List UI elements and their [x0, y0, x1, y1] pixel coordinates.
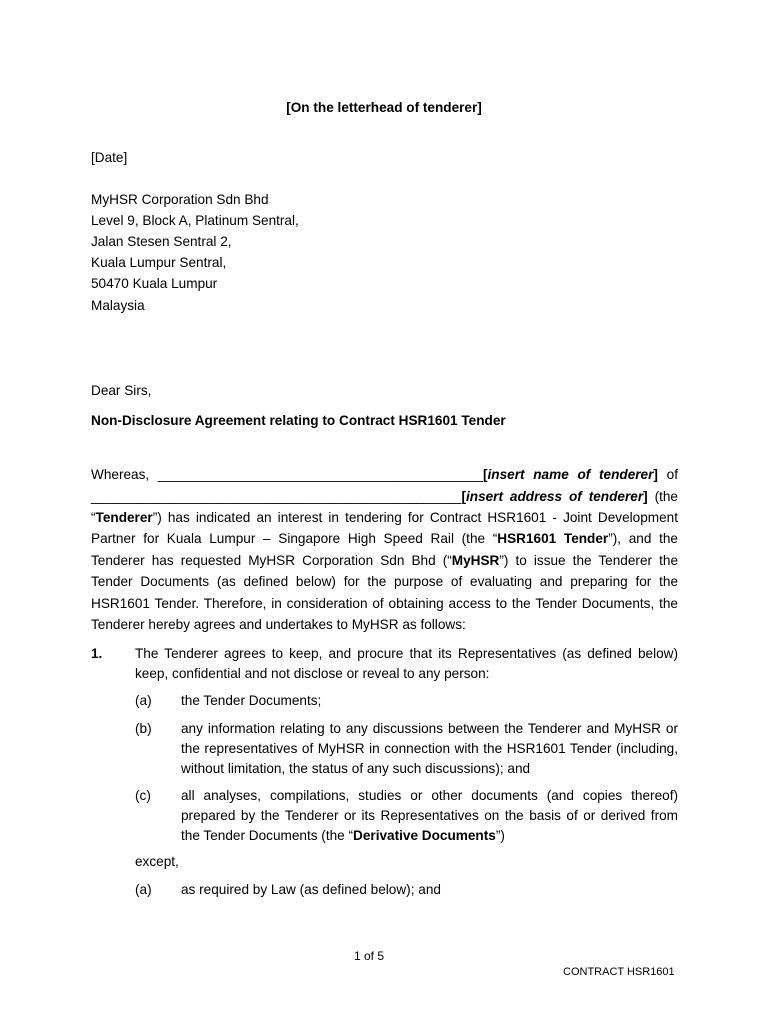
paragraph-line	[91, 507, 678, 528]
subject-line: Non-Disclosure Agreement relating to Contract HSR1601 Tender	[91, 413, 506, 428]
text-span: HSR1601 Tender	[497, 531, 609, 546]
address-line: MyHSR Corporation Sdn Bhd	[91, 192, 269, 207]
paragraph-line	[91, 464, 678, 485]
text-span: Derivative Documents	[353, 828, 496, 843]
item-label: (a)	[135, 693, 152, 708]
text-span: ”), and the	[608, 531, 678, 546]
item-text: as required by Law (as defined below); and	[181, 882, 441, 897]
text-span: of	[657, 467, 678, 482]
text-span: ”) has indicated an interest in tendering for Contract HSR1601 - Joint Development	[152, 510, 678, 525]
text-span: MyHSR	[451, 553, 500, 568]
paragraph-line: Tender Documents (as defined below) for the purpose of evaluating and preparing for the	[91, 574, 678, 589]
address-line: Level 9, Block A, Platinum Sentral,	[91, 213, 299, 228]
paragraph-line: keep, confidential and not disclose or reveal to any person:	[135, 666, 490, 681]
date-placeholder: [Date]	[91, 150, 128, 165]
contract-reference: CONTRACT HSR1601	[563, 966, 675, 978]
item-label: (a)	[135, 882, 152, 897]
text-span: ”) to issue the Tenderer the	[499, 553, 678, 568]
text-span: (the	[647, 489, 678, 504]
paragraph-line: The Tenderer agrees to keep, and procure that its Representatives (as defined below)	[135, 646, 678, 661]
text-span: ]	[643, 489, 648, 504]
text-span: the Tender Documents (the “	[181, 828, 354, 843]
item-label: (b)	[135, 721, 152, 736]
text-span: Partner for Kuala Lumpur – Singapore High Speed Rail (the “	[91, 531, 498, 546]
letterhead-note: [On the letterhead of tenderer]	[286, 100, 482, 115]
text-span: “	[91, 510, 96, 525]
item-text: the representatives of MyHSR in connection with the HSR1601 Tender (including,	[181, 741, 678, 756]
paragraph-line	[91, 528, 678, 549]
text-span: insert name of tenderer	[487, 467, 654, 482]
paragraph-line	[91, 486, 678, 507]
item-text	[181, 825, 505, 846]
text-span: [	[461, 489, 466, 504]
text-span: _________________________________________________	[91, 489, 462, 504]
except-text: except,	[135, 854, 179, 869]
item-text: without limitation, the status of any such discussions); and	[181, 761, 531, 776]
text-span: ”)	[495, 828, 505, 843]
item-label: (c)	[135, 788, 151, 803]
page-number: 1 of 5	[353, 949, 385, 963]
text-span: [	[482, 467, 488, 482]
address-line: Jalan Stesen Sentral 2,	[91, 234, 232, 249]
address-line: Malaysia	[91, 298, 145, 313]
paragraph-line: HSR1601 Tender. Therefore, in consideration of obtaining access to the Tender Documents, the	[91, 596, 678, 611]
paragraph-line	[91, 550, 678, 571]
item-text: any information relating to any discussions between the Tenderer and MyHSR or	[181, 721, 678, 736]
item-text: prepared by the Tenderer or its Representatives on the basis of or derived from	[181, 808, 678, 823]
item-text: the Tender Documents;	[181, 693, 322, 708]
text-span: Tenderer	[95, 510, 153, 525]
clause-number: 1.	[91, 646, 103, 661]
address-line: 50470 Kuala Lumpur	[91, 276, 218, 291]
text-span: Tenderer has requested MyHSR Corporation Sdn Bhd (“	[91, 553, 452, 568]
text-span: Whereas, ___________________________________________	[91, 467, 483, 482]
salutation: Dear Sirs,	[91, 383, 152, 398]
paragraph-line: Tenderer hereby agrees and undertakes to MyHSR as follows:	[91, 617, 466, 632]
address-line: Kuala Lumpur Sentral,	[91, 255, 227, 270]
text-span: insert address of tenderer	[465, 489, 644, 504]
text-span: ]	[653, 467, 658, 482]
item-text: all analyses, compilations, studies or other documents (and copies thereof)	[181, 788, 678, 803]
